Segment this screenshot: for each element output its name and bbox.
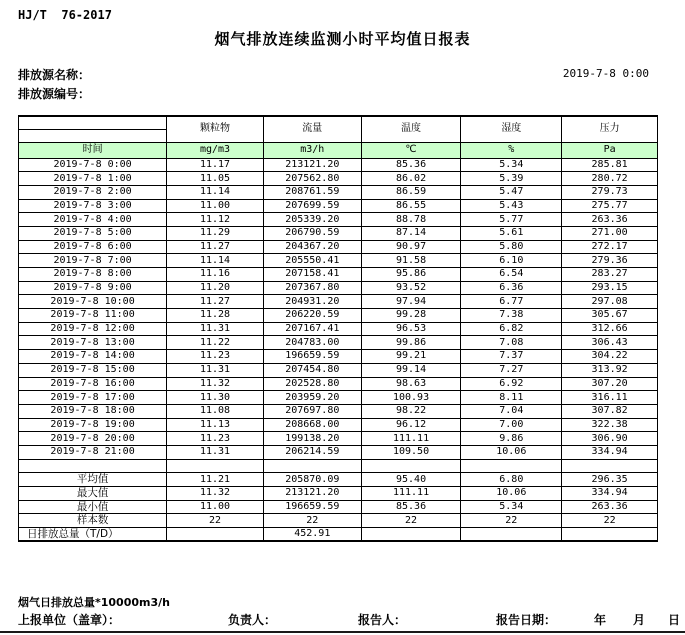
spacer-row bbox=[19, 459, 658, 473]
year-label: 年 bbox=[594, 613, 607, 627]
cell-value: 271.00 bbox=[562, 226, 658, 240]
row-time: 2019-7-8 7:00 bbox=[19, 254, 167, 268]
cell-value: 307.82 bbox=[562, 404, 658, 418]
table-row bbox=[19, 213, 658, 227]
table-row bbox=[19, 240, 658, 254]
cell-value: 111.11 bbox=[361, 432, 461, 446]
cell-value: 7.38 bbox=[461, 309, 562, 323]
cell-value: 296.35 bbox=[562, 473, 658, 487]
time-header-spacer-top bbox=[19, 116, 167, 129]
cell-value: 6.10 bbox=[461, 254, 562, 268]
header-row-top bbox=[19, 116, 658, 129]
cell-value: 306.90 bbox=[562, 432, 658, 446]
row-time: 2019-7-8 9:00 bbox=[19, 281, 167, 295]
cell-value: 96.53 bbox=[361, 322, 461, 336]
cell-value: 93.52 bbox=[361, 281, 461, 295]
cell-value: 87.14 bbox=[361, 226, 461, 240]
cell-value: 7.37 bbox=[461, 350, 562, 364]
cell-value: 283.27 bbox=[562, 268, 658, 282]
row-time: 2019-7-8 21:00 bbox=[19, 445, 167, 459]
footer-note: 烟气日排放总量*10000m3/h bbox=[18, 596, 170, 609]
time-header: 时间 bbox=[19, 142, 167, 158]
row-time: 2019-7-8 5:00 bbox=[19, 226, 167, 240]
cell-value: 86.02 bbox=[361, 172, 461, 186]
table-row bbox=[19, 514, 658, 528]
cell-value: 334.94 bbox=[562, 445, 658, 459]
table-row bbox=[19, 377, 658, 391]
table-row bbox=[19, 363, 658, 377]
cell-value: 279.73 bbox=[562, 185, 658, 199]
cell-value: 88.78 bbox=[361, 213, 461, 227]
table-row bbox=[19, 226, 658, 240]
cell-value: 10.06 bbox=[461, 445, 562, 459]
cell-value: 7.00 bbox=[461, 418, 562, 432]
standard-code: HJ/T 76-2017 bbox=[18, 8, 112, 22]
cell-value: 11.29 bbox=[167, 226, 264, 240]
summary-label: 日排放总量（T/D） bbox=[19, 528, 167, 542]
table-row bbox=[19, 254, 658, 268]
report-unit-label: 上报单位（盖章）： bbox=[18, 613, 121, 627]
table-row bbox=[19, 158, 658, 172]
cell-value: 22 bbox=[167, 514, 264, 528]
row-time: 2019-7-8 12:00 bbox=[19, 322, 167, 336]
cell-value: 304.22 bbox=[562, 350, 658, 364]
cell-value: 9.86 bbox=[461, 432, 562, 446]
cell-value bbox=[167, 528, 264, 542]
cell-value: 306.43 bbox=[562, 336, 658, 350]
cell-value: 305.67 bbox=[562, 309, 658, 323]
summary-rows bbox=[19, 473, 658, 541]
cell-value bbox=[361, 528, 461, 542]
cell-value: 206790.59 bbox=[263, 226, 361, 240]
cell-value: 97.94 bbox=[361, 295, 461, 309]
cell-value: 22 bbox=[263, 514, 361, 528]
table-row bbox=[19, 350, 658, 364]
cell-value: 11.23 bbox=[167, 432, 264, 446]
month-label: 月 bbox=[633, 613, 646, 627]
unit-pressure: Pa bbox=[562, 142, 658, 158]
manager-label: 负责人： bbox=[228, 613, 277, 627]
table-row bbox=[19, 528, 658, 542]
cell-value: 279.36 bbox=[562, 254, 658, 268]
table-row bbox=[19, 500, 658, 514]
cell-value: 205870.09 bbox=[263, 473, 361, 487]
report-datetime: 2019-7-8 0:00 bbox=[562, 67, 649, 80]
summary-label: 最大值 bbox=[19, 487, 167, 501]
cell-value: 11.30 bbox=[167, 391, 264, 405]
report-date-label: 报告日期： bbox=[496, 613, 557, 627]
cell-value: 5.77 bbox=[461, 213, 562, 227]
cell-value: 205339.20 bbox=[263, 213, 361, 227]
cell-value: 5.61 bbox=[461, 226, 562, 240]
row-time: 2019-7-8 1:00 bbox=[19, 172, 167, 186]
cell-value: 196659.59 bbox=[263, 350, 361, 364]
table-row bbox=[19, 268, 658, 282]
cell-value: 6.82 bbox=[461, 322, 562, 336]
cell-value: 275.77 bbox=[562, 199, 658, 213]
cell-value: 203959.20 bbox=[263, 391, 361, 405]
cell-value: 272.17 bbox=[562, 240, 658, 254]
table-row bbox=[19, 199, 658, 213]
cell-value: 85.36 bbox=[361, 500, 461, 514]
cell-value: 91.58 bbox=[361, 254, 461, 268]
cell-value: 8.11 bbox=[461, 391, 562, 405]
cell-value: 86.55 bbox=[361, 199, 461, 213]
cell-value: 7.04 bbox=[461, 404, 562, 418]
cell-value: 207697.80 bbox=[263, 404, 361, 418]
cell-value: 11.00 bbox=[167, 500, 264, 514]
table-row bbox=[19, 295, 658, 309]
cell-value: 98.63 bbox=[361, 377, 461, 391]
source-name-label: 排放源名称： bbox=[18, 68, 91, 82]
cell-value: 206220.59 bbox=[263, 309, 361, 323]
table-row bbox=[19, 391, 658, 405]
summary-label: 样本数 bbox=[19, 514, 167, 528]
cell-value: 22 bbox=[461, 514, 562, 528]
cell-value: 263.36 bbox=[562, 213, 658, 227]
cell-value: 11.14 bbox=[167, 185, 264, 199]
cell-value bbox=[562, 528, 658, 542]
col-header-particulate: 颗粒物 bbox=[167, 116, 264, 142]
cell-value: 6.77 bbox=[461, 295, 562, 309]
cell-value: 5.80 bbox=[461, 240, 562, 254]
cell-value: 452.91 bbox=[263, 528, 361, 542]
cell-value: 5.39 bbox=[461, 172, 562, 186]
cell-value: 297.08 bbox=[562, 295, 658, 309]
cell-value: 204367.20 bbox=[263, 240, 361, 254]
cell-value: 11.32 bbox=[167, 377, 264, 391]
cell-value: 6.80 bbox=[461, 473, 562, 487]
cell-value: 11.23 bbox=[167, 350, 264, 364]
cell-value: 207454.80 bbox=[263, 363, 361, 377]
row-time: 2019-7-8 10:00 bbox=[19, 295, 167, 309]
cell-value: 96.12 bbox=[361, 418, 461, 432]
cell-value: 6.36 bbox=[461, 281, 562, 295]
cell-value: 11.14 bbox=[167, 254, 264, 268]
row-time: 2019-7-8 4:00 bbox=[19, 213, 167, 227]
summary-label: 平均值 bbox=[19, 473, 167, 487]
cell-value: 11.00 bbox=[167, 199, 264, 213]
col-header-humidity: 湿度 bbox=[461, 116, 562, 142]
cell-value: 316.11 bbox=[562, 391, 658, 405]
cell-value: 207699.59 bbox=[263, 199, 361, 213]
cell-value: 205550.41 bbox=[263, 254, 361, 268]
unit-temperature: ℃ bbox=[361, 142, 461, 158]
table-row bbox=[19, 473, 658, 487]
table-row bbox=[19, 432, 658, 446]
table-row bbox=[19, 487, 658, 501]
cell-value: 22 bbox=[562, 514, 658, 528]
row-time: 2019-7-8 13:00 bbox=[19, 336, 167, 350]
cell-value: 11.12 bbox=[167, 213, 264, 227]
cell-value: 313.92 bbox=[562, 363, 658, 377]
cell-value: 11.17 bbox=[167, 158, 264, 172]
row-time: 2019-7-8 15:00 bbox=[19, 363, 167, 377]
cell-value: 85.36 bbox=[361, 158, 461, 172]
unit-row bbox=[19, 142, 658, 158]
cell-value: 208668.00 bbox=[263, 418, 361, 432]
cell-value: 207158.41 bbox=[263, 268, 361, 282]
unit-particulate: mg/m3 bbox=[167, 142, 264, 158]
table-row bbox=[19, 185, 658, 199]
cell-value: 322.38 bbox=[562, 418, 658, 432]
time-header-spacer-bottom bbox=[19, 129, 167, 142]
cell-value: 334.94 bbox=[562, 487, 658, 501]
cell-value: 11.22 bbox=[167, 336, 264, 350]
cell-value: 11.20 bbox=[167, 281, 264, 295]
cell-value: 204783.00 bbox=[263, 336, 361, 350]
col-header-pressure: 压力 bbox=[562, 116, 658, 142]
table-row bbox=[19, 404, 658, 418]
cell-value: 99.86 bbox=[361, 336, 461, 350]
cell-value: 11.21 bbox=[167, 473, 264, 487]
cell-value: 202528.80 bbox=[263, 377, 361, 391]
page-title: 烟气排放连续监测小时平均值日报表 bbox=[214, 30, 471, 48]
cell-value: 99.14 bbox=[361, 363, 461, 377]
cell-value: 196659.59 bbox=[263, 500, 361, 514]
cell-value: 5.34 bbox=[461, 158, 562, 172]
bottom-rule bbox=[0, 631, 685, 633]
row-time: 2019-7-8 17:00 bbox=[19, 391, 167, 405]
cell-value: 285.81 bbox=[562, 158, 658, 172]
cell-value: 11.32 bbox=[167, 487, 264, 501]
day-label: 日 bbox=[668, 613, 681, 627]
cell-value: 199138.20 bbox=[263, 432, 361, 446]
cell-value: 98.22 bbox=[361, 404, 461, 418]
cell-value: 11.16 bbox=[167, 268, 264, 282]
row-time: 2019-7-8 0:00 bbox=[19, 158, 167, 172]
cell-value: 11.31 bbox=[167, 322, 264, 336]
cell-value: 5.34 bbox=[461, 500, 562, 514]
cell-value: 11.08 bbox=[167, 404, 264, 418]
cell-value: 95.40 bbox=[361, 473, 461, 487]
row-time: 2019-7-8 3:00 bbox=[19, 199, 167, 213]
cell-value: 213121.20 bbox=[263, 487, 361, 501]
summary-label: 最小值 bbox=[19, 500, 167, 514]
data-rows bbox=[19, 158, 658, 459]
reporter-label: 报告人： bbox=[358, 613, 407, 627]
cell-value: 280.72 bbox=[562, 172, 658, 186]
cell-value: 22 bbox=[361, 514, 461, 528]
row-time: 2019-7-8 8:00 bbox=[19, 268, 167, 282]
table-row bbox=[19, 418, 658, 432]
row-time: 2019-7-8 2:00 bbox=[19, 185, 167, 199]
cell-value: 5.47 bbox=[461, 185, 562, 199]
table-row bbox=[19, 309, 658, 323]
cell-value: 307.20 bbox=[562, 377, 658, 391]
cell-value: 111.11 bbox=[361, 487, 461, 501]
cell-value: 11.31 bbox=[167, 363, 264, 377]
cell-value: 100.93 bbox=[361, 391, 461, 405]
cell-value: 86.59 bbox=[361, 185, 461, 199]
cell-value: 11.27 bbox=[167, 240, 264, 254]
cell-value: 263.36 bbox=[562, 500, 658, 514]
cell-value: 11.31 bbox=[167, 445, 264, 459]
row-time: 2019-7-8 11:00 bbox=[19, 309, 167, 323]
cell-value: 5.43 bbox=[461, 199, 562, 213]
row-time: 2019-7-8 14:00 bbox=[19, 350, 167, 364]
cell-value: 207367.80 bbox=[263, 281, 361, 295]
cell-value: 207562.80 bbox=[263, 172, 361, 186]
cell-value: 293.15 bbox=[562, 281, 658, 295]
cell-value: 312.66 bbox=[562, 322, 658, 336]
cell-value: 206214.59 bbox=[263, 445, 361, 459]
cell-value: 90.97 bbox=[361, 240, 461, 254]
cell-value: 204931.20 bbox=[263, 295, 361, 309]
col-header-flow: 流量 bbox=[263, 116, 361, 142]
cell-value: 99.21 bbox=[361, 350, 461, 364]
cell-value: 11.27 bbox=[167, 295, 264, 309]
row-time: 2019-7-8 18:00 bbox=[19, 404, 167, 418]
cell-value: 6.54 bbox=[461, 268, 562, 282]
cell-value bbox=[461, 528, 562, 542]
row-time: 2019-7-8 6:00 bbox=[19, 240, 167, 254]
unit-humidity: % bbox=[461, 142, 562, 158]
cell-value: 208761.59 bbox=[263, 185, 361, 199]
table-row bbox=[19, 172, 658, 186]
table-row bbox=[19, 322, 658, 336]
cell-value: 95.86 bbox=[361, 268, 461, 282]
cell-value: 10.06 bbox=[461, 487, 562, 501]
cell-value: 99.28 bbox=[361, 309, 461, 323]
cell-value: 11.05 bbox=[167, 172, 264, 186]
cell-value: 213121.20 bbox=[263, 158, 361, 172]
cell-value: 7.08 bbox=[461, 336, 562, 350]
monitoring-table bbox=[18, 115, 658, 542]
cell-value: 11.28 bbox=[167, 309, 264, 323]
table-row bbox=[19, 445, 658, 459]
cell-value: 7.27 bbox=[461, 363, 562, 377]
cell-value: 6.92 bbox=[461, 377, 562, 391]
row-time: 2019-7-8 16:00 bbox=[19, 377, 167, 391]
cell-value: 11.13 bbox=[167, 418, 264, 432]
source-id-label: 排放源编号： bbox=[18, 87, 91, 101]
cell-value: 207167.41 bbox=[263, 322, 361, 336]
unit-flow: m3/h bbox=[263, 142, 361, 158]
row-time: 2019-7-8 19:00 bbox=[19, 418, 167, 432]
table-row bbox=[19, 281, 658, 295]
col-header-temperature: 温度 bbox=[361, 116, 461, 142]
row-time: 2019-7-8 20:00 bbox=[19, 432, 167, 446]
table-row bbox=[19, 336, 658, 350]
cell-value: 109.50 bbox=[361, 445, 461, 459]
